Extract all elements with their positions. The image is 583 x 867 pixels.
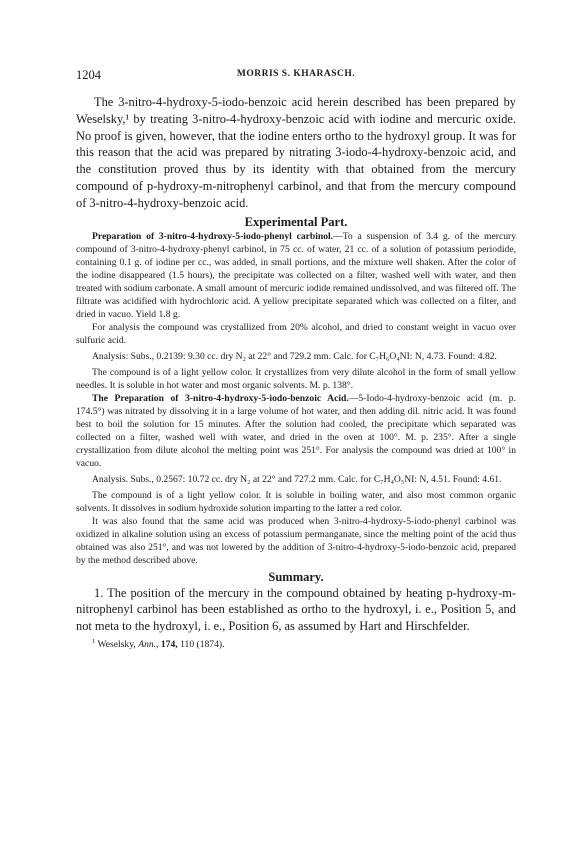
page-header — [76, 68, 516, 84]
prep1-analysis: Analysis: Subs., 0.2139: 9.30 cc. dry N₂ at 22° and 729.2 mm. Calc. for C₇H₆O₄NI: N, 4.73. Found: 4.82. — [92, 350, 497, 362]
footnote-author: Weselsky, — [97, 638, 136, 650]
prep2-oxidation: It was also found that the same acid was produced when 3-nitro-4-hydroxy-5-iodo-phenyl carbinol was oxidized in alkaline solution using an excess of potassium permanganate, since the melting point of the acid thus obtained was also 251°, and was not lowered by the addition of 3-nitro-4-hydroxy-5-iodo-benzoic acid, prepared by the method described above. — [76, 515, 516, 566]
experimental-heading: Experimental Part. — [244, 214, 348, 229]
prep1-text: —To a suspension of 3.4 g. of the mercury compound of 3-nitro-4-hydroxy-phenyl carbinol, in 75 cc. of water, 21 cc. of a solution of potassium periodide, containing 0.1 g. of iodine per cc., was added, in small portions, and the mixture well shaken. After the color of the iodine disappeared (1.5 hours), the precipitate was collected on a filter, washed well with water, and then treated with sodium carbonate. A small amount of mercuric iodide remained undissolved, and was filtered off. The filtrate was acidified with hydrochloric acid. A yellow precipitate separated which was collected on a filter, and dried in vacuo. Yield 1.8 g. — [76, 230, 517, 320]
page-number: 1204 — [76, 68, 101, 82]
prep2-text: —5-Iodo-4-hydroxy-benzoic acid (m. p. 174.5°) was nitrated by dissolving it in a large volume of hot water, and then adding dil. nitric acid. It was found best to boil the solution for 15 minutes. After the solution had cooled, the precipitate which separated was collected on a filter, washed well with water, and dried in the oven at 100°. M. p. 235°. After a single crystallization from dilute alcohol the melting point was 251°. For analysis the compound was dried at 100° in vacuo. — [76, 392, 516, 469]
summary-heading: Summary. — [268, 569, 324, 584]
prep2-paragraph — [76, 392, 516, 470]
footnote-rest: 110 (1874). — [180, 638, 225, 650]
prep1-paragraph — [76, 230, 516, 321]
summary-item-1: 1. The position of the mercury in the compound obtained by heating p-hydroxy-m-nitrophenyl carbinol has been established as ortho to the hydroxyl, i. e., Position 5, and not meta to the hydroxyl, i. e., Position 6, as assumed by Hart and Hirschfelder. — [76, 585, 516, 634]
footnote-journal: Ann., — [138, 638, 159, 650]
prep1-properties: The compound is of a light yellow color. It crystallizes from very dilute alcohol in the form of small yellow needles. It is soluble in hot water and most organic solvents. M. p. 138°. — [76, 366, 516, 391]
prep2-title: The Preparation of 3-nitro-4-hydroxy-5-iodo-benzoic Acid. — [92, 392, 349, 404]
footnote — [76, 639, 516, 651]
prep2-properties: The compound is of a light yellow color. It is soluble in boiling water, and also most common organic solvents. It dissolves in sodium hydroxide solution imparting to the latter a red color. — [76, 489, 516, 514]
running-head: MORRIS S. KHARASCH. — [236, 69, 356, 79]
page-body — [76, 94, 516, 651]
prep2-analysis: Analysis. Subs., 0.2567: 10.72 cc. dry N₂ at 22° and 727.2 mm. Calc. for C₇H₄O₅NI: N, 4.51. Found: 4.61. — [92, 473, 502, 485]
footnote-marker: 1 — [92, 637, 96, 645]
prep1-analysis-prep: For analysis the compound was crystallized from 20% alcohol, and dried to constant weight in vacuo over sulfuric acid. — [76, 321, 516, 346]
intro-paragraph: The 3-nitro-4-hydroxy-5-iodo-benzoic acid herein described has been prepared by Weselsky,¹ by treating 3-nitro-4-hydroxy-benzoic acid with iodine and mercuric oxide. No proof is given, however, that the iodine enters ortho to the hydroxyl group. It was for this reason that the acid was prepared by nitrating 3-iodo-4-hydroxy-benzoic acid, and the constitution proved thus by its identity with that obtained from the mercury compound of p-hydroxy-m-nitrophenyl carbinol, and that from the mercury compound of 3-nitro-4-hydroxy-benzoic acid. — [76, 95, 516, 210]
prep1-title: Preparation of 3-nitro-4-hydroxy-5-iodo-phenyl carbinol. — [92, 230, 334, 242]
footnote-volume: 174, — [160, 638, 178, 650]
